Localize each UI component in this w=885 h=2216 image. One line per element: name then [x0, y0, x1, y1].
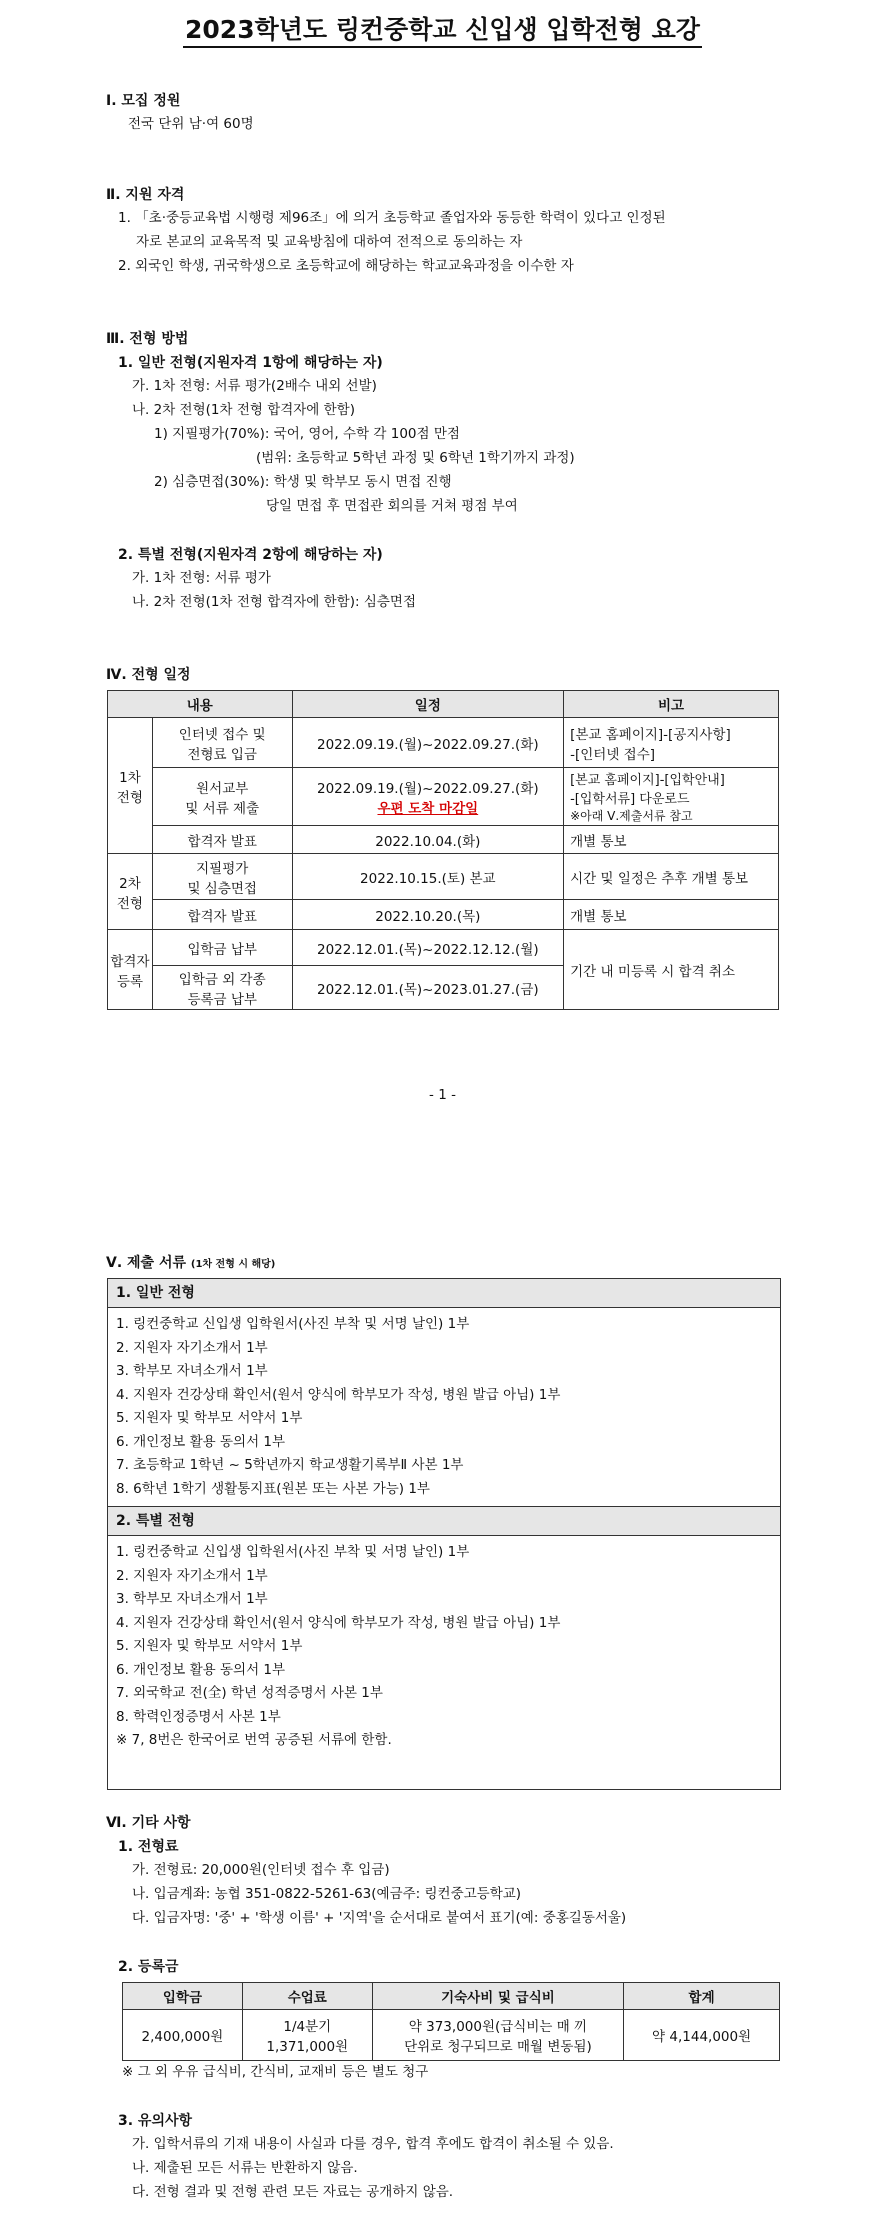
item-cell [152, 768, 292, 826]
list-item: 2. 지원자 자기소개서 1부 [116, 1339, 268, 1356]
list-item: 8. 6학년 1학기 생활통지표(원본 또는 사본 가능) 1부 [116, 1480, 430, 1497]
table-row [108, 826, 779, 854]
page-title-text: 2023학년도 링컨중학교 신입생 입학전형 요강 [183, 15, 702, 48]
list-item: 6. 개인정보 활용 동의서 1부 [116, 1661, 286, 1678]
list-item: 5. 지원자 및 학부모 서약서 1부 [116, 1410, 303, 1426]
group-registration [108, 930, 153, 1010]
list-item: 3. 학부모 자녀소개서 1부 [116, 1591, 268, 1607]
note-cell [564, 768, 779, 826]
deadline-note: 우편 도착 마감일 [377, 800, 479, 817]
tuition-table [122, 1982, 780, 2061]
notice-3: 다. 전형 결과 및 전형 관련 모든 자료는 공개하지 않음. [132, 2184, 454, 2200]
table-row [108, 930, 779, 966]
special-documents-heading: 2. 특별 전형 [108, 1506, 780, 1536]
item-text: 전형료 입금 [187, 746, 257, 763]
item-cell [152, 966, 292, 1010]
list-item: ※ 7, 8번은 한국어로 번역 공증된 서류에 한함. [116, 1732, 392, 1748]
note-cell: 기간 내 미등록 시 합격 취소 [564, 930, 779, 1010]
item-cell: 합격자 발표 [152, 900, 292, 930]
item-text: 입학금 외 각종 [178, 971, 266, 988]
item-cell: 입학금 납부 [152, 930, 292, 966]
group-label: 전형 [116, 789, 143, 806]
list-item: 1. 링컨중학교 신입생 입학원서(사진 부착 및 서명 날인) 1부 [116, 1316, 470, 1332]
list-item: 3. 학부모 자녀소개서 1부 [116, 1363, 268, 1379]
table-row [123, 2010, 780, 2061]
date-cell [292, 768, 564, 826]
item-text: 지필평가 [196, 860, 249, 877]
list-item: 8. 학력인정증명서 사본 1부 [116, 1708, 281, 1725]
list-item: 4. 지원자 건강상태 확인서(원서 양식에 학부모가 작성, 병원 발급 아님) 1부 [116, 1614, 561, 1631]
group-label: 1차 [119, 769, 141, 786]
fee-line-3: 다. 입금자명: '중' + '학생 이름' + '지역'을 순서대로 붙여서 표기(예: 중홍길동서울) [132, 1910, 627, 1926]
tuition-heading: 2. 등록금 [118, 1959, 179, 1975]
tuition-amount: 1,371,000원 [266, 2039, 349, 2055]
section-4-heading: Ⅳ. 전형 일정 [106, 667, 191, 683]
tuition-period: 1/4분기 [283, 2019, 332, 2035]
dorm-meal-line: 단위로 청구되므로 매월 변동됨) [404, 2039, 592, 2055]
written-exam-range: (범위: 초등학교 5학년 과정 및 6학년 1학기까지 과정) [256, 450, 575, 466]
table-row [108, 768, 779, 826]
list-item: 7. 외국학교 전(全) 학년 성적증명서 사본 1부 [116, 1685, 383, 1701]
note-cell: 시간 및 일정은 추후 개별 통보 [564, 854, 779, 900]
group-label: 전형 [116, 895, 143, 912]
section-5-heading [106, 1252, 275, 1272]
header-total: 합계 [624, 1983, 780, 2010]
group-stage-1 [108, 718, 153, 854]
qualification-1: 1. 「초·중등교육법 시행령 제96조」에 의거 초등학교 졸업자와 동등한 학력이 있다고 인정된 [118, 210, 666, 226]
section-5-subtitle: (1차 전형 시 해당) [190, 1259, 276, 1270]
list-item: 4. 지원자 건강상태 확인서(원서 양식에 학부모가 작성, 병원 발급 아님) 1부 [116, 1386, 561, 1403]
interview-detail: 당일 면접 후 면접관 회의를 거쳐 평점 부여 [266, 498, 518, 514]
special-admission-heading: 2. 특별 전형(지원자격 2항에 해당하는 자) [118, 547, 383, 563]
section-1-heading: Ⅰ. 모집 정원 [106, 93, 181, 109]
list-item: 1. 링컨중학교 신입생 입학원서(사진 부착 및 서명 날인) 1부 [116, 1544, 470, 1560]
item-text: 인터넷 접수 및 [178, 726, 266, 743]
item-text: 등록금 납부 [187, 991, 257, 1008]
table-header-row [123, 1983, 780, 2010]
qualification-2: 2. 외국인 학생, 귀국학생으로 초등학교에 해당하는 학교교육과정을 이수한 자 [118, 258, 574, 274]
note-text: [본교 홈페이지]-[공지사항] [570, 726, 731, 743]
item-text: 및 서류 제출 [185, 800, 260, 817]
section-3-heading: Ⅲ. 전형 방법 [106, 331, 189, 347]
note-cell [564, 718, 779, 768]
note-text: -[입학서류] 다운로드 [570, 792, 690, 807]
list-item: 2. 지원자 자기소개서 1부 [116, 1567, 268, 1584]
item-cell: 합격자 발표 [152, 826, 292, 854]
general-documents-list [108, 1308, 780, 1506]
general-stage-1: 가. 1차 전형: 서류 평가(2배수 내외 선발) [132, 378, 377, 394]
table-row [108, 718, 779, 768]
qualification-1-cont: 자로 본교의 교육목적 및 교육방침에 대하여 전적으로 동의하는 자 [136, 234, 523, 250]
date-cell: 2022.10.20.(목) [292, 900, 564, 930]
date-cell: 2022.12.01.(목)~2022.12.12.(월) [292, 930, 564, 966]
dorm-meal-line: 약 373,000원(급식비는 매 끼 [408, 2019, 588, 2035]
table-header-row [108, 691, 779, 718]
note-text: ※아래 Ⅴ.제출서류 참고 [570, 809, 693, 823]
date-cell: 2022.10.04.(화) [292, 826, 564, 854]
fee-line-2: 나. 입금계좌: 농협 351-0822-5261-63(예금주: 링컨중고등학교) [132, 1886, 522, 1902]
group-stage-2 [108, 854, 153, 930]
header-date: 일정 [292, 691, 564, 718]
group-label: 2차 [119, 875, 141, 892]
header-entrance-fee: 입학금 [123, 1983, 243, 2010]
item-text: 원서교부 [196, 780, 249, 797]
note-cell: 개별 통보 [564, 900, 779, 930]
special-stage-2: 나. 2차 전형(1차 전형 합격자에 한함): 심층면접 [132, 594, 416, 610]
note-text: [본교 홈페이지]-[입학안내] [570, 773, 725, 788]
schedule-table [107, 690, 779, 1010]
item-cell [152, 854, 292, 900]
date-cell: 2022.10.15.(토) 본교 [292, 854, 564, 900]
list-item: 6. 개인정보 활용 동의서 1부 [116, 1433, 286, 1450]
fee-line-1: 가. 전형료: 20,000원(인터넷 접수 후 입금) [132, 1862, 390, 1878]
date-text: 2022.09.19.(월)~2022.09.27.(화) [317, 780, 539, 797]
group-label: 합격자 [110, 953, 150, 970]
section-5-title: Ⅴ. 제출 서류 [106, 1255, 186, 1271]
documents-box [107, 1278, 781, 1790]
entrance-fee-cell: 2,400,000원 [123, 2010, 243, 2061]
general-admission-heading: 1. 일반 전형(지원자격 1항에 해당하는 자) [118, 355, 383, 371]
section-6-heading: Ⅵ. 기타 사항 [106, 1815, 191, 1831]
date-cell: 2022.12.01.(목)~2023.01.27.(금) [292, 966, 564, 1010]
section-2-heading: Ⅱ. 지원 자격 [106, 187, 185, 203]
tuition-cell [242, 2010, 372, 2061]
item-cell [152, 718, 292, 768]
page-title [0, 10, 885, 46]
item-text: 및 심층면접 [187, 880, 257, 897]
notice-2: 나. 제출된 모든 서류는 반환하지 않음. [132, 2160, 358, 2176]
header-tuition: 수업료 [242, 1983, 372, 2010]
page-number: - 1 - [429, 1087, 456, 1103]
note-cell: 개별 통보 [564, 826, 779, 854]
special-stage-1: 가. 1차 전형: 서류 평가 [132, 570, 271, 586]
total-cell: 약 4,144,000원 [624, 2010, 780, 2061]
table-row [108, 900, 779, 930]
table-row [108, 854, 779, 900]
notice-1: 가. 입학서류의 기재 내용이 사실과 다를 경우, 합격 후에도 합격이 취소될 수 있음. [132, 2136, 614, 2152]
date-cell: 2022.09.19.(월)~2022.09.27.(화) [292, 718, 564, 768]
general-stage-2: 나. 2차 전형(1차 전형 합격자에 한함) [132, 402, 355, 418]
list-item: 7. 초등학교 1학년 ~ 5학년까지 학교생활기록부Ⅱ 사본 1부 [116, 1457, 464, 1473]
tuition-note: ※ 그 외 우유 급식비, 간식비, 교재비 등은 별도 청구 [122, 2064, 429, 2080]
general-documents-heading: 1. 일반 전형 [108, 1279, 780, 1308]
section-1-text: 전국 단위 남·여 60명 [128, 116, 254, 132]
list-item: 5. 지원자 및 학부모 서약서 1부 [116, 1638, 303, 1654]
fee-heading: 1. 전형료 [118, 1839, 179, 1855]
interview: 2) 심층면접(30%): 학생 및 학부모 동시 면접 진행 [154, 474, 452, 490]
special-documents-list [108, 1536, 780, 1758]
header-dorm-meal: 기숙사비 및 급식비 [372, 1983, 623, 2010]
dorm-meal-cell [372, 2010, 623, 2061]
header-note: 비고 [564, 691, 779, 718]
header-content: 내용 [108, 691, 293, 718]
note-text: -[인터넷 접수] [570, 746, 656, 763]
notice-heading: 3. 유의사항 [118, 2113, 193, 2129]
group-label: 등록 [116, 973, 143, 990]
written-exam: 1) 지필평가(70%): 국어, 영어, 수학 각 100점 만점 [154, 426, 460, 442]
